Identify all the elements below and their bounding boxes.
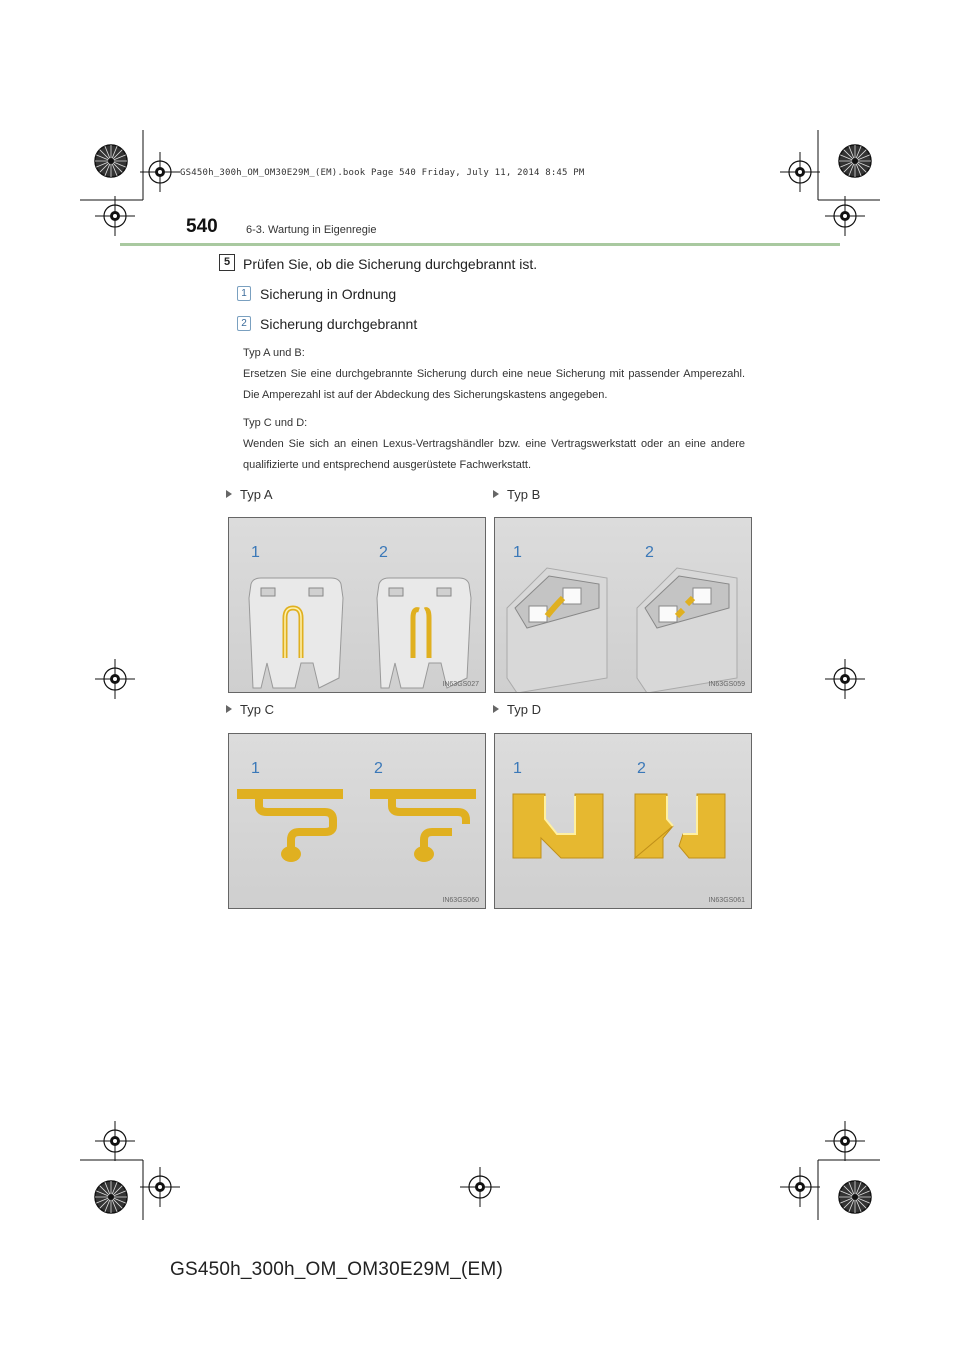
sunburst-mark-top-right [839,145,871,177]
cartridge-fuse-illustration [495,518,751,692]
legend-number-1: 1 [237,286,251,301]
figure-type-a [228,517,486,693]
step-instruction: Prüfen Sie, ob die Sicherung durchgebrannt ist. [243,256,538,272]
fig-c-label-1: 1 [251,760,260,777]
figure-title-b: Typ B [493,487,540,502]
triangle-bullet-icon [493,490,499,498]
fig-d-label-1: 1 [513,760,522,777]
fusible-link-illustration [229,734,485,908]
fig-a-label-2: 2 [379,544,388,561]
section-title: 6-3. Wartung in Eigenregie [246,224,377,236]
note-heading: Typ A und B: [243,347,305,359]
note-body: Wenden Sie sich an einen Lexus-Vertragshändler bzw. eine Vertragswerkstatt oder an eine andere qualifizierte und entsprechend ausgerüstete Fachwerkstatt. [243,438,745,471]
legend-text-1: Sicherung in Ordnung [260,286,397,302]
note-type-a-b [243,343,745,406]
figure-code: IN63GS060 [442,897,479,904]
fig-c-label-2: 2 [374,760,383,777]
figure-type-b [494,517,752,693]
sunburst-mark-top-left [95,145,127,177]
header-rule [120,243,840,246]
note-body: Ersetzen Sie eine durchgebrannte Sicherung durch eine neue Sicherung mit passender Amperezahl. Die Amperezahl ist auf der Abdeckung des Sicherungskastens angegeben. [243,368,745,401]
book-file-header: GS450h_300h_OM_OM30E29M_(EM).book Page 540 Friday, July 11, 2014 8:45 PM [180,168,585,178]
fig-b-label-2: 2 [645,544,654,561]
fig-b-label-1: 1 [513,544,522,561]
figure-type-d [494,733,752,909]
legend-number-2: 2 [237,316,251,331]
note-type-c-d [243,413,745,476]
note-heading: Typ C und D: [243,417,308,429]
figure-code: IN63GS059 [708,681,745,688]
figure-code: IN63GS061 [708,897,745,904]
fig-a-label-1: 1 [251,544,260,561]
fig-d-label-2: 2 [637,760,646,777]
figure-title-a: Typ A [226,487,273,502]
document-footer: GS450h_300h_OM_OM30E29M_(EM) [170,1259,503,1280]
figure-type-c [228,733,486,909]
blade-fuse-illustration [229,518,485,692]
sunburst-mark-bottom-left [95,1181,127,1213]
link-fuse-illustration [495,734,751,908]
page-number: 540 [186,216,218,237]
sunburst-mark-bottom-right [839,1181,871,1213]
figure-title-d: Typ D [493,702,541,717]
figure-code: IN63GS027 [442,681,479,688]
triangle-bullet-icon [226,490,232,498]
triangle-bullet-icon [493,705,499,713]
triangle-bullet-icon [226,705,232,713]
step-number-badge: 5 [219,254,235,271]
legend-text-2: Sicherung durchgebrannt [260,316,418,332]
figure-title-c: Typ C [226,702,274,717]
